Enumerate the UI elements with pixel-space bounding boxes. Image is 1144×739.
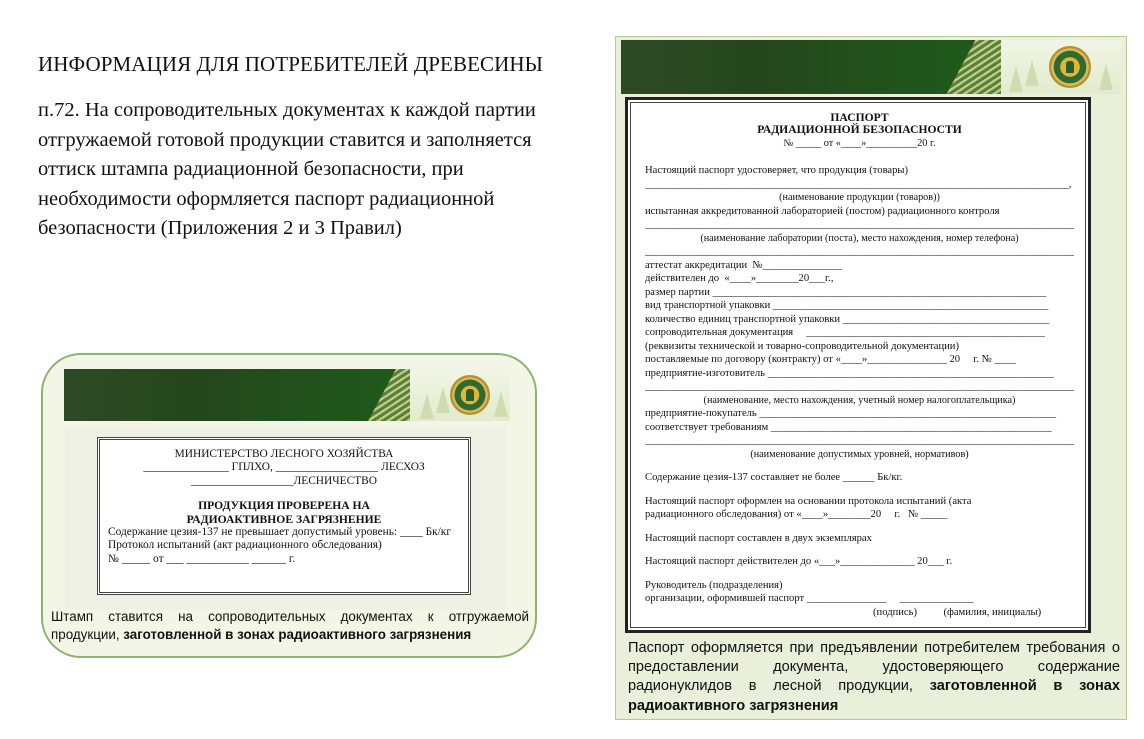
- forestry-emblem-icon: [1049, 46, 1091, 88]
- passport-line: (реквизиты технической и товарно-сопроводительной документации): [645, 340, 959, 352]
- stamp-line: _______________ ГПЛХО, __________________ ЛЕСХОЗ: [143, 461, 425, 474]
- stamp-banner: [64, 369, 510, 421]
- passport-line: аттестат аккредитации №_______________: [645, 259, 843, 271]
- stamp-line: __________________ЛЕСНИЧЕСТВО: [191, 474, 377, 487]
- passport-line: количество единиц транспортной упаковки _______________________________________: [645, 313, 1050, 325]
- passport-banner: [621, 40, 1121, 94]
- stamp-line: Протокол испытаний (акт радиационного обследования): [108, 539, 382, 552]
- stamp-line: МИНИСТЕРСТВО ЛЕСНОГО ХОЗЯЙСТВА: [174, 448, 394, 460]
- passport-line: (наименование лаборатории (поста), место нахождения, номер телефона): [700, 232, 1019, 244]
- passport-line: Содержание цезия-137 составляет не более ______ Бк/кг.: [645, 472, 903, 484]
- stamp-caption: [51, 608, 529, 644]
- passport-line: предприятие-изготовитель ______________________________________________________: [645, 367, 1054, 379]
- passport-line: _________________________________________________________________________________: [645, 219, 1074, 231]
- passport-panel: [615, 36, 1127, 720]
- passport-line: ________________________________________________________________________________,: [645, 178, 1072, 190]
- stamp-caption-text: Штамп ставится на сопроводительных документах к отгружаемой продукции,: [51, 609, 529, 642]
- passport-title: ПАСПОРТ: [830, 111, 889, 124]
- passport-line: испытанная аккредитованной лабораторией (постом) радиационного контроля: [645, 205, 1000, 217]
- passport-line: радиационного обследования) от «____»________20 г. № _____: [645, 509, 948, 521]
- passport-line: организации, оформившей паспорт _______________ ______________: [645, 593, 974, 605]
- stamp-line: Содержание цезия-137 не превышает допустимый уровень: ____ Бк/кг: [108, 526, 452, 539]
- passport-line: соответствует требованиям _____________________________________________________: [645, 421, 1052, 433]
- intro-paragraph: п.72. На сопроводительных документах к каждой партии отгружаемой готовой продукции ставится и заполняется оттиск штампа радиационной безопасности, при необходимости оформляется паспорт радиационной безопасности (Приложения 2 и 3 Правил): [38, 99, 536, 240]
- passport-line: (наименование допустимых уровней, нормативов): [750, 448, 969, 460]
- stamp-caption-bold: заготовленной в зонах радиоактивного загрязнения: [123, 627, 472, 642]
- passport-caption: [628, 639, 1120, 716]
- passport-caption-text: Паспорт оформляется при предъявлении потребителем требования о предоставлении документа, удостоверяющего содержание радионуклидов в лесной продукции,: [628, 640, 1120, 695]
- passport-line: предприятие-покупатель ________________________________________________________: [645, 408, 1057, 420]
- stamp-sample: [97, 437, 471, 595]
- passport-line: Настоящий паспорт оформлен на основании протокола испытаний (акта: [645, 495, 972, 507]
- passport-title: РАДИАЦИОННОЙ БЕЗОПАСНОСТИ: [757, 123, 962, 137]
- passport-line: (подпись) (фамилия, инициалы): [873, 606, 1042, 618]
- passport-line: Руководитель (подразделения): [645, 579, 783, 591]
- passport-line: поставляемые по договору (контракту) от «____»_______________ 20 г. № ____: [645, 354, 1016, 366]
- stamp-panel: [41, 353, 537, 658]
- passport-caption-bold: заготовленной в зонах радиоактивного загрязнения: [628, 678, 1120, 714]
- stamp-title: РАДИОАКТИВНОЕ ЗАГРЯЗНЕНИЕ: [186, 512, 382, 526]
- page-heading: ИНФОРМАЦИЯ ДЛЯ ПОТРЕБИТЕЛЕЙ ДРЕВЕСИНЫ: [38, 52, 544, 76]
- passport-line: размер партии _______________________________________________________________: [645, 286, 1047, 298]
- forestry-emblem-icon: [450, 375, 490, 415]
- passport-line: _________________________________________________________________________________: [645, 435, 1074, 447]
- passport-line: действителен до «____»________20___г.,: [645, 273, 834, 285]
- passport-line: _________________________________________________________________________________: [645, 381, 1074, 393]
- stamp-title: ПРОДУКЦИЯ ПРОВЕРЕНА НА: [198, 499, 370, 513]
- passport-number: № _____ от «____»__________20 г.: [783, 137, 936, 149]
- passport-line: сопроводительная документация _____________________________________________: [645, 327, 1045, 339]
- passport-line: Настоящий паспорт удостоверяет, что продукция (товары): [645, 165, 909, 177]
- passport-line: вид транспортной упаковки ____________________________________________________: [645, 300, 1049, 312]
- passport-line: Настоящий паспорт действителен до «___»______________ 20___ г.: [645, 556, 953, 568]
- passport-line: (наименование продукции (товаров)): [779, 192, 940, 204]
- passport-line: Настоящий паспорт составлен в двух экземплярах: [645, 532, 872, 544]
- passport-line: _________________________________________________________________________________: [645, 246, 1074, 258]
- passport-document: [625, 97, 1091, 633]
- stamp-line: № _____ от ___ ___________ ______ г.: [108, 552, 296, 565]
- passport-line: (наименование, место нахождения, учетный номер налогоплательщика): [703, 394, 1016, 406]
